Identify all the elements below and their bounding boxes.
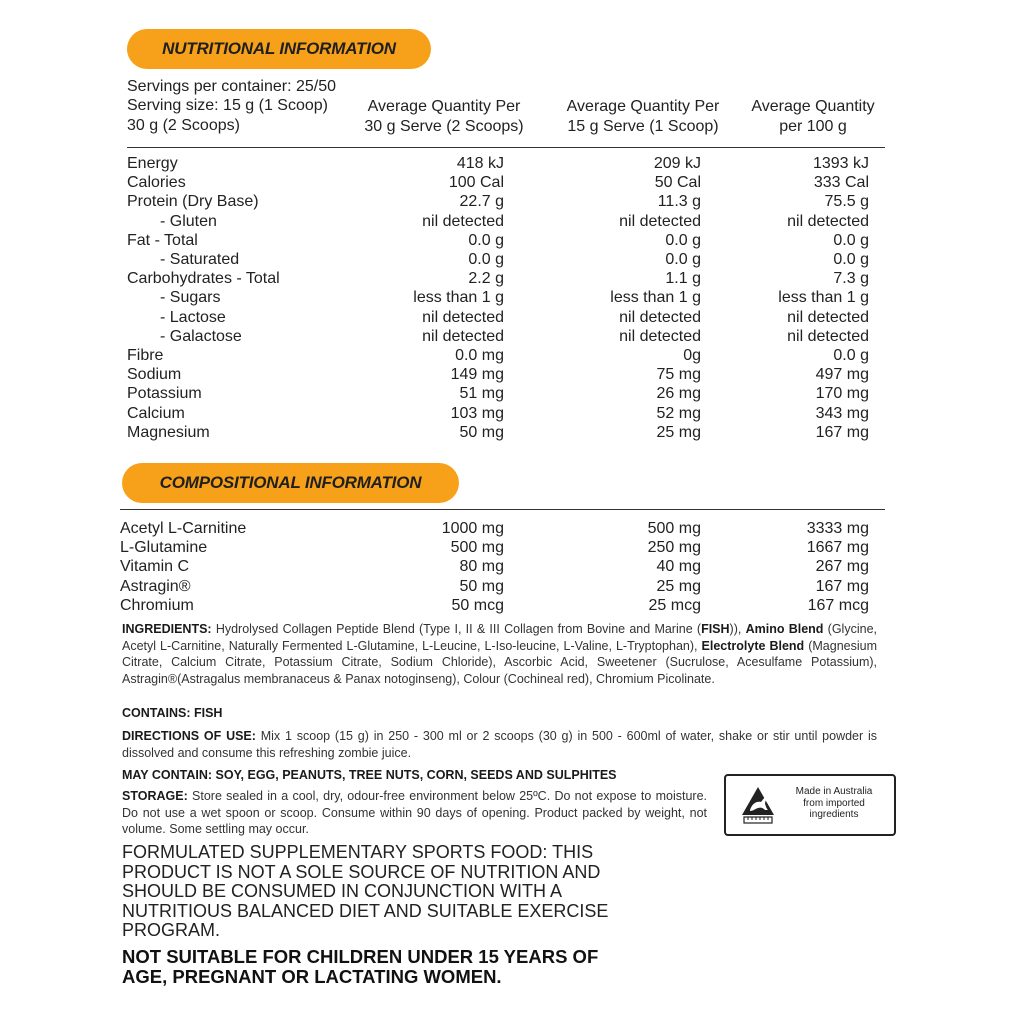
table-row (0, 384, 1024, 403)
value-30g: 0.0 mg (455, 347, 504, 364)
storage-text (122, 788, 707, 838)
servings-per-container: Servings per container: 25/50 (127, 78, 337, 95)
value-100g: 343 mg (815, 404, 869, 422)
value-15g: 0g (683, 347, 701, 364)
may-contain-statement: MAY CONTAIN: SOY, EGG, PEANUTS, TREE NUTS, CORN, SEEDS AND SULPHITES (122, 768, 617, 782)
value-15g: 50 Cal (654, 174, 701, 192)
value-100g: 75.5 g (824, 193, 869, 211)
value-30g: 103 mg (450, 404, 504, 422)
value-30g: 50 mg (459, 423, 504, 441)
made-in-australia-badge (724, 774, 896, 836)
table-row (0, 308, 1024, 327)
value-100g: 1393 kJ (812, 155, 869, 172)
value-30g: 418 kJ (456, 155, 504, 172)
value-30g: nil detected (422, 327, 504, 345)
storage-label: STORAGE: (122, 789, 188, 803)
table-row (0, 231, 1024, 250)
badge-line: Made in Australia (795, 786, 873, 797)
table-row (0, 423, 1024, 442)
table-row (0, 577, 1024, 596)
table-row (0, 154, 1024, 173)
value-15g: 25 mcg (648, 596, 701, 614)
row-label: Vitamin C (120, 558, 190, 576)
value-100g: 497 mg (815, 366, 869, 384)
row-label: - Galactose (160, 327, 242, 345)
row-label: Sodium (127, 366, 182, 384)
nutritional-information-heading: NUTRITIONAL INFORMATION (127, 29, 431, 69)
row-label: Calories (127, 174, 186, 192)
value-30g: nil detected (422, 212, 504, 230)
column-header-30g (344, 97, 544, 137)
ingredients-label: INGREDIENTS: (122, 622, 212, 636)
column-header-100g (733, 97, 893, 137)
value-100g: 170 mg (815, 385, 869, 403)
row-label: Energy (127, 155, 178, 172)
value-30g: 0.0 g (468, 231, 504, 249)
table-row (0, 192, 1024, 211)
storage-body: Store sealed in a cool, dry, odour-free environment below 25ºC. Do not expose to moisture. Do not use a wet spoon or scoop. Consume within 90 days of opening. Product packed by weight, not volume. Some settling may occur. (122, 789, 707, 836)
table-row (0, 596, 1024, 615)
value-100g: less than 1 g (778, 289, 869, 307)
table-row (0, 404, 1024, 423)
value-15g: 209 kJ (653, 155, 701, 172)
value-100g: 1667 mg (806, 539, 869, 557)
composition-table-rule (120, 509, 885, 510)
suitability-warning: NOT SUITABLE FOR CHILDREN UNDER 15 YEARS OF AGE, PREGNANT OR LACTATING WOMEN. (122, 946, 599, 987)
value-30g: 80 mg (459, 558, 504, 576)
electrolyte-blend-label: Electrolyte Blend (701, 638, 805, 653)
value-30g: 149 mg (450, 366, 504, 384)
ingredients-part2: )), (729, 622, 746, 636)
row-label: Chromium (120, 596, 194, 614)
row-label: Fibre (127, 347, 164, 364)
column-header-line2: 15 g Serve (1 Scoop) (567, 118, 719, 135)
value-100g: 267 mg (815, 558, 869, 576)
amino-blend-label: Amino Blend (745, 622, 824, 636)
table-row (0, 288, 1024, 307)
value-30g: 50 mg (459, 577, 504, 595)
column-header-line2: 30 g Serve (2 Scoops) (364, 118, 524, 135)
value-15g: 26 mg (656, 385, 701, 403)
column-header-line2: per 100 g (779, 118, 847, 135)
table-row (0, 538, 1024, 557)
row-label: Magnesium (127, 423, 210, 441)
value-15g: nil detected (619, 212, 701, 230)
value-30g: 0.0 g (468, 251, 504, 268)
column-header-line1: Average Quantity (751, 98, 875, 115)
column-header-line1: Average Quantity Per (566, 98, 720, 115)
table-row (0, 557, 1024, 576)
kangaroo-triangle-icon (738, 784, 778, 826)
value-15g: less than 1 g (610, 289, 701, 307)
ingredients-part3: (Glycine, Acetyl L-Carnitine, Naturally Fermented L-Glutamine, L-Leucine, L-Iso-leucine, L-Valine, L-Tryptophan), (122, 622, 877, 653)
serving-size-line1: Serving size: 15 g (1 Scoop) (127, 97, 328, 114)
table-row (0, 519, 1024, 538)
directions-text (122, 728, 877, 761)
value-100g: nil detected (787, 308, 869, 326)
value-100g: 167 mg (815, 423, 869, 441)
value-15g: nil detected (619, 308, 701, 326)
ingredients-fish: FISH (701, 622, 730, 636)
table-row (0, 365, 1024, 384)
row-label: Carbohydrates - Total (127, 270, 280, 288)
value-100g: 0.0 g (833, 251, 869, 268)
value-30g: 100 Cal (448, 174, 504, 192)
value-100g: 333 Cal (813, 174, 869, 192)
ingredients-text (122, 621, 877, 687)
value-15g: 40 mg (656, 558, 701, 576)
value-30g: 500 mg (450, 539, 504, 557)
value-100g: nil detected (787, 327, 869, 345)
row-label: Protein (Dry Base) (127, 193, 259, 211)
value-15g: 25 mg (656, 423, 701, 441)
formulated-supplementary-sports-food-statement: FORMULATED SUPPLEMENTARY SPORTS FOOD: THIS PRODUCT IS NOT A SOLE SOURCE OF NUTRITION AND SHOULD BE CONSUMED IN CONJUNCTION WITH A NUTRITIOUS BALANCED DIET AND SUITABLE EXERCISE PROGRAM. (122, 842, 609, 940)
value-30g: 50 mcg (451, 596, 504, 614)
table-row (0, 212, 1024, 231)
table-row (0, 250, 1024, 269)
directions-body: Mix 1 scoop (15 g) in 250 - 300 ml or 2 scoops (30 g) in 500 - 600ml of water, shake or stir until powder is dissolved and consume this refreshing zombie juice. (122, 729, 877, 760)
column-header-15g (543, 97, 743, 137)
table-row (0, 173, 1024, 192)
badge-line: ingredients (809, 809, 859, 820)
value-100g: 0.0 g (833, 231, 869, 249)
value-30g: 22.7 g (459, 193, 504, 211)
row-label: Acetyl L-Carnitine (120, 520, 247, 537)
directions-label: DIRECTIONS OF USE: (122, 729, 256, 743)
ingredients-part1: Hydrolysed Collagen Peptide Blend (Type I, II & III Collagen from Bovine and Marine ( (211, 622, 702, 636)
value-30g: 1000 mg (441, 520, 504, 537)
row-label: - Saturated (160, 251, 240, 268)
value-30g: 51 mg (459, 385, 504, 403)
compositional-information-heading: COMPOSITIONAL INFORMATION (122, 463, 459, 503)
value-15g: 0.0 g (665, 231, 701, 249)
value-100g: 7.3 g (833, 270, 869, 288)
table-row (0, 327, 1024, 346)
badge-line: from imported (803, 797, 865, 809)
value-100g: 3333 mg (806, 520, 869, 537)
contains-statement: CONTAINS: FISH (122, 706, 223, 720)
row-label: L-Glutamine (120, 539, 208, 557)
value-100g: 167 mg (815, 577, 869, 595)
value-30g: 2.2 g (468, 270, 504, 288)
ingredients-part4: (Magnesium Citrate, Calcium Citrate, Potassium Citrate, Sodium Chloride), Ascorbic Acid, Sweetener (Sucrulose, Acesulfame Potassium), Astragin®(Astragalus membranaceus & Panax notoginseng), Colour (Cochineal red), Chromium Picolinate. (122, 638, 877, 686)
table-row (0, 269, 1024, 288)
row-label: Potassium (127, 385, 202, 403)
row-label: - Gluten (160, 212, 217, 230)
value-30g: less than 1 g (413, 289, 504, 307)
value-30g: nil detected (422, 308, 504, 326)
value-15g: 75 mg (656, 366, 701, 384)
value-15g: 1.1 g (665, 270, 701, 288)
value-15g: nil detected (619, 327, 701, 345)
value-15g: 11.3 g (657, 193, 701, 211)
value-15g: 0.0 g (665, 251, 701, 268)
row-label: Calcium (127, 404, 185, 422)
value-15g: 52 mg (656, 404, 701, 422)
value-100g: 0.0 g (833, 347, 869, 364)
row-label: - Lactose (160, 308, 226, 326)
value-15g: 25 mg (656, 577, 701, 595)
value-100g: 167 mcg (807, 596, 869, 614)
row-label: - Sugars (160, 289, 221, 307)
row-label: Fat - Total (127, 231, 198, 249)
column-header-line1: Average Quantity Per (367, 98, 521, 115)
row-label: Astragin® (120, 577, 191, 595)
nutrition-table-rule (127, 147, 885, 148)
value-15g: 500 mg (647, 520, 701, 537)
serving-size-line2: 30 g (2 Scoops) (127, 117, 240, 134)
badge-text (782, 786, 886, 821)
value-100g: nil detected (787, 212, 869, 230)
table-row (0, 346, 1024, 365)
value-15g: 250 mg (647, 539, 701, 557)
